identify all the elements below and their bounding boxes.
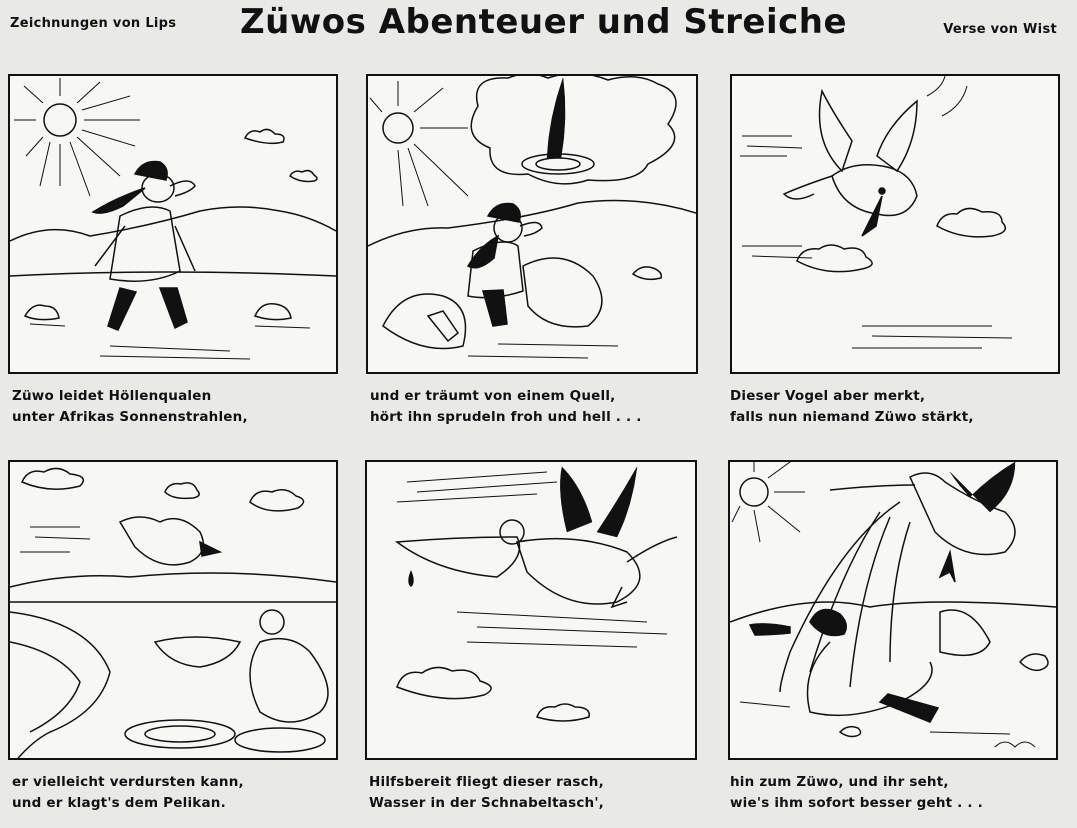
comic-title: Züwos Abenteuer und Streiche — [240, 2, 848, 42]
panel-5-drawing — [367, 462, 695, 758]
caption-line: Dieser Vogel aber merkt, — [730, 388, 926, 404]
caption-line: Wasser in der Schnabeltasch', — [369, 795, 604, 811]
comic-panel-6 — [728, 460, 1058, 760]
panel-1-drawing — [10, 76, 336, 372]
caption-line: Hilfsbereit fliegt dieser rasch, — [369, 774, 604, 790]
caption-line: und er klagt's dem Pelikan. — [12, 795, 226, 811]
panel-3-caption — [730, 386, 974, 428]
caption-line: er vielleicht verdursten kann, — [12, 774, 244, 790]
panel-6-drawing — [730, 462, 1056, 758]
caption-line: wie's ihm sofort besser geht . . . — [730, 795, 983, 811]
caption-line: hin zum Züwo, und ihr seht, — [730, 774, 949, 790]
caption-line: und er träumt von einem Quell, — [370, 388, 616, 404]
panel-3-drawing — [732, 76, 1058, 372]
credit-verses: Verse von Wist — [943, 22, 1057, 37]
panel-6-caption — [730, 772, 983, 814]
comic-panel-4 — [8, 460, 338, 760]
caption-line: hört ihn sprudeln froh und hell . . . — [370, 409, 642, 425]
comic-panel-1 — [8, 74, 338, 374]
panel-5-caption — [369, 772, 604, 814]
caption-line: falls nun niemand Züwo stärkt, — [730, 409, 974, 425]
panel-4-caption — [12, 772, 244, 814]
caption-line: unter Afrikas Sonnenstrahlen, — [12, 409, 248, 425]
credit-drawings: Zeichnungen von Lips — [10, 16, 177, 31]
comic-panel-5 — [365, 460, 697, 760]
panel-1-caption — [12, 386, 248, 428]
panel-4-drawing — [10, 462, 336, 758]
panel-2-caption — [370, 386, 642, 428]
comic-panel-2 — [366, 74, 698, 374]
caption-line: Züwo leidet Höllenqualen — [12, 388, 212, 404]
panel-2-drawing — [368, 76, 696, 372]
comic-panel-3 — [730, 74, 1060, 374]
